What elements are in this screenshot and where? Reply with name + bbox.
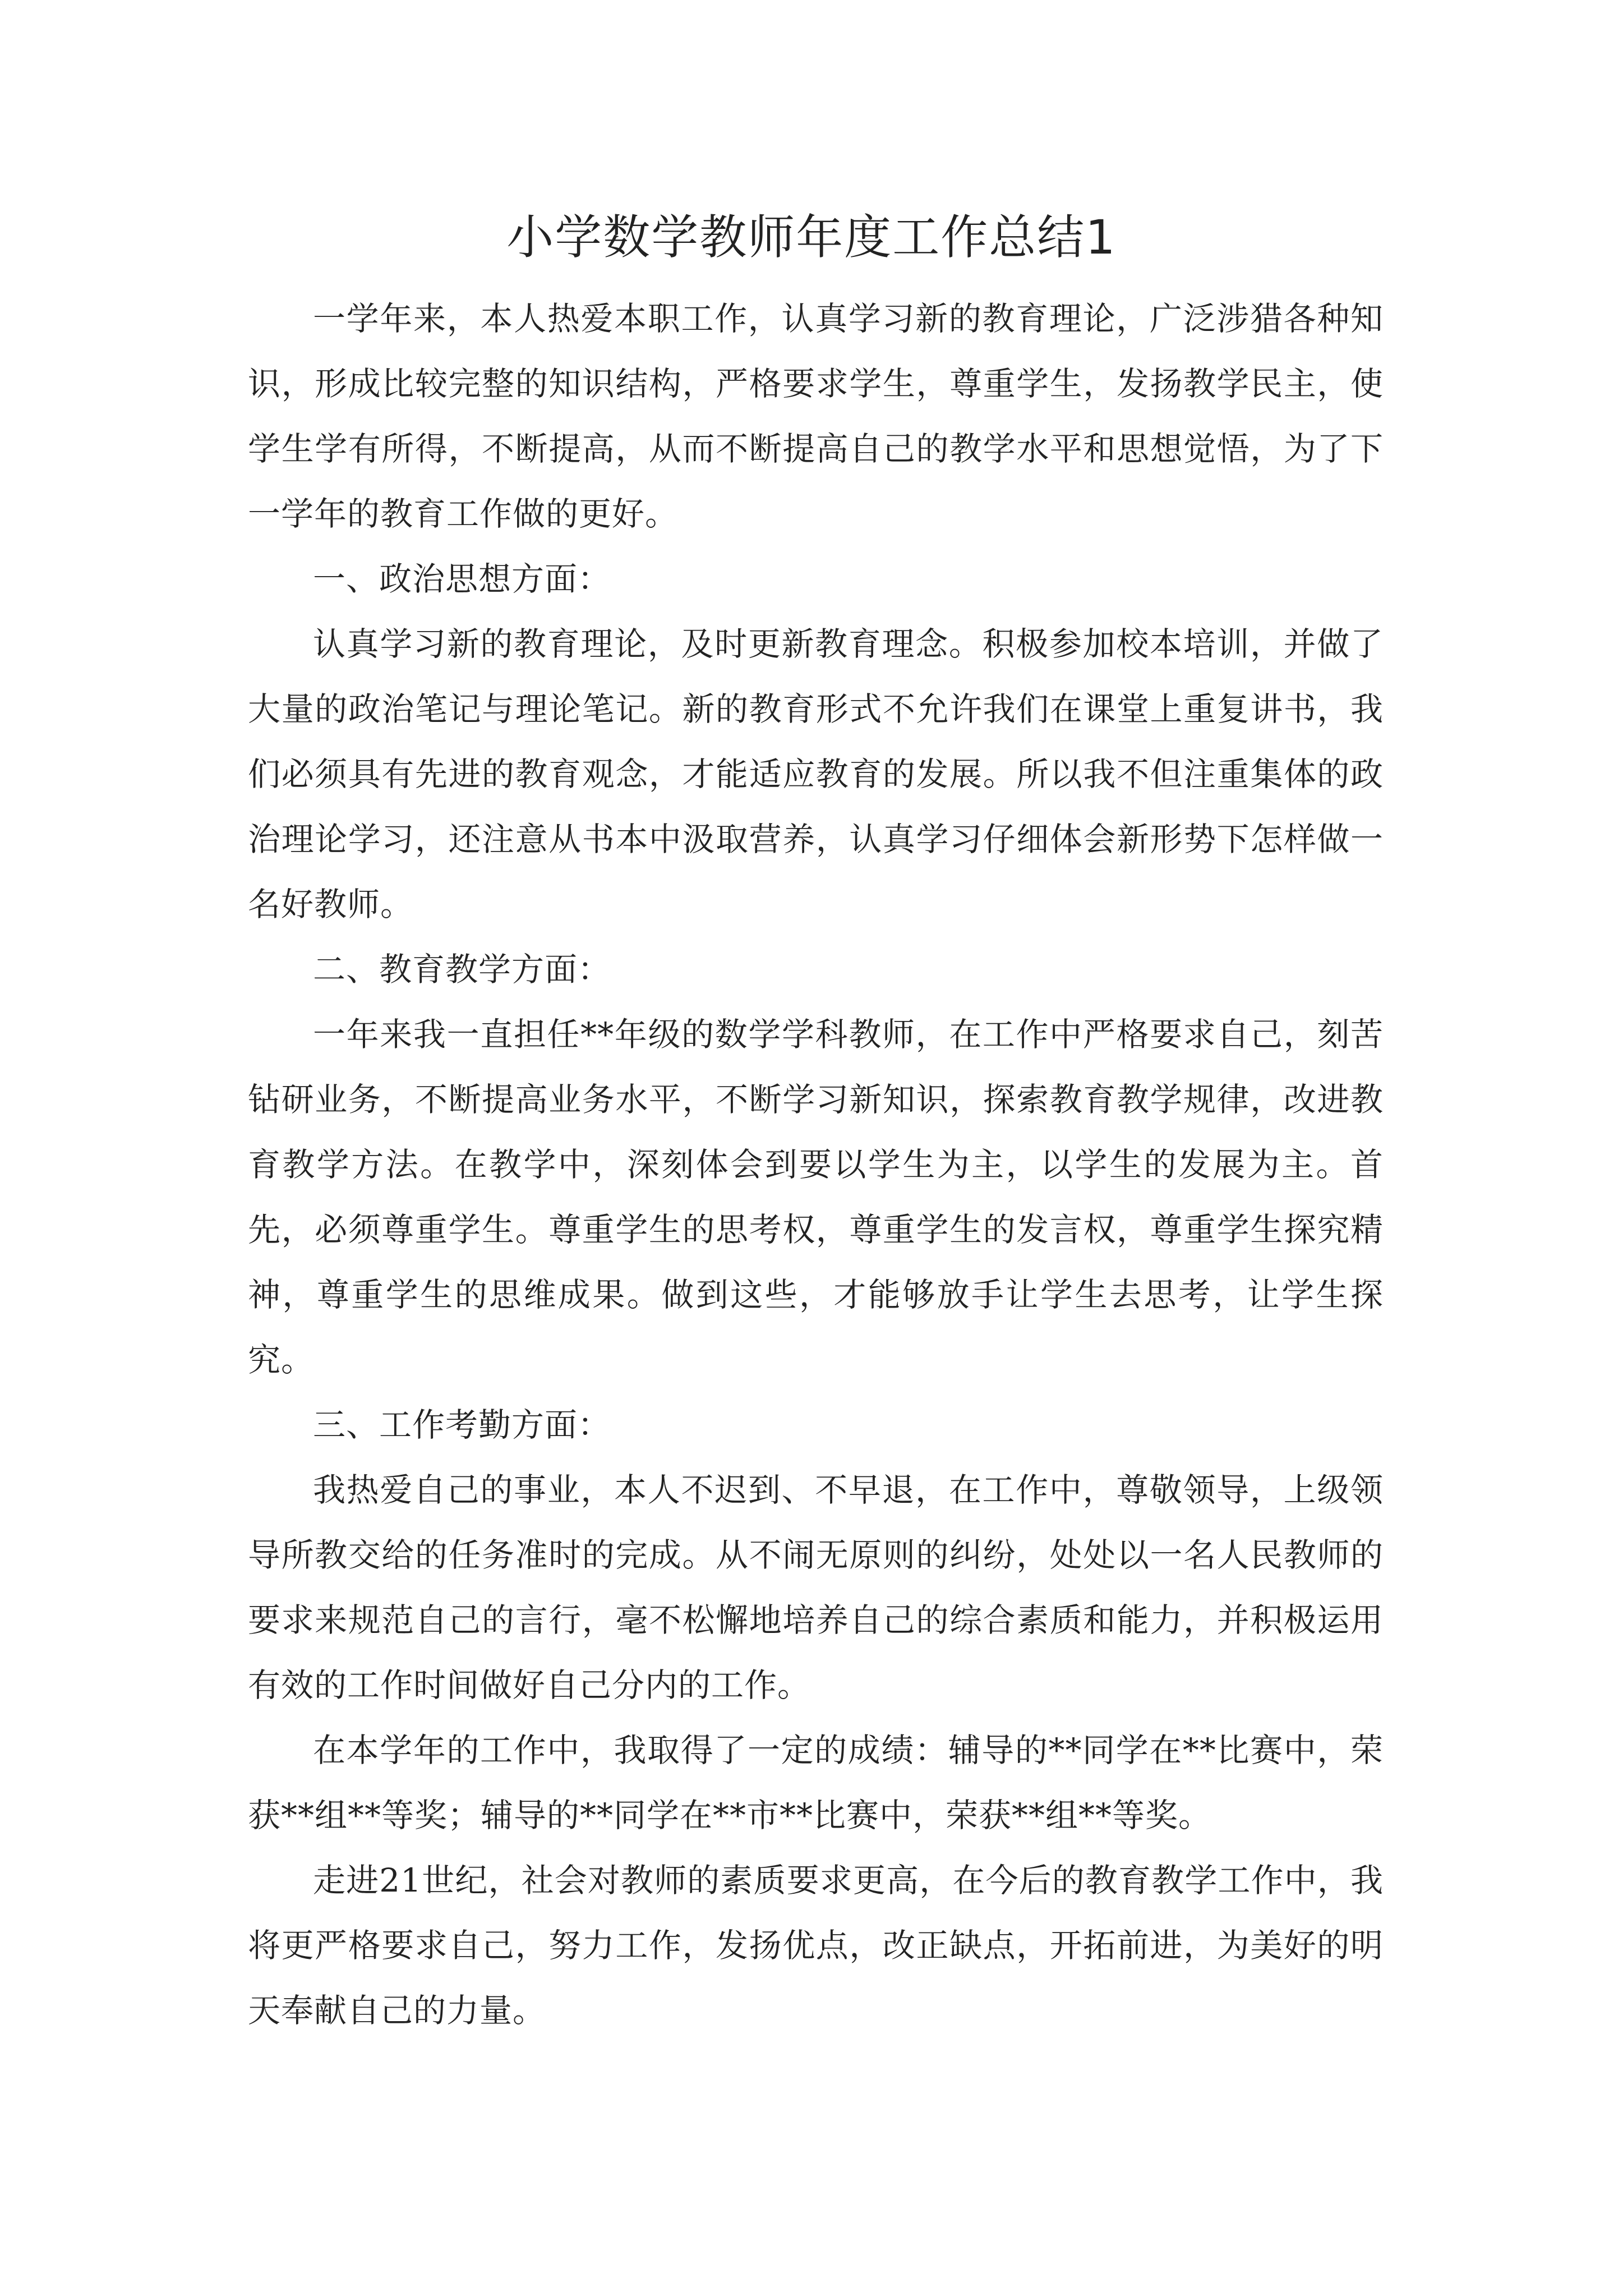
section-heading-politics: 一、政治思想方面： — [313, 560, 611, 598]
document-body — [248, 286, 1384, 2043]
closing-paragraph: 走进21世纪，社会对教师的素质要求更高，在今后的教育教学工作中，我将更严格要求自己，努力工作，发扬优点，改正缺点，开拓前进，为美好的明天奉献自己的力量。 — [248, 1861, 1384, 2030]
intro-paragraph: 一学年来，本人热爱本职工作，认真学习新的教育理论，广泛涉猎各种知识，形成比较完整的知识结构，严格要求学生，尊重学生，发扬教学民主，使学生学有所得，不断提高，从而不断提高自己的教学水平和思想觉悟，为了下一学年的教育工作做的更好。 — [248, 300, 1384, 533]
politics-paragraph: 认真学习新的教育理论，及时更新教育理念。积极参加校本培训，并做了大量的政治笔记与理论笔记。新的教育形式不允许我们在课堂上重复讲书，我们必须具有先进的教育观念，才能适应教育的发展。所以我不但注重集体的政治理论学习，还注意从书本中汲取营养，认真学习仔细体会新形势下怎样做一名好教师。 — [248, 625, 1384, 923]
document-title: 小学数学教师年度工作总结1 — [506, 210, 1117, 265]
attendance-paragraph: 我热爱自己的事业，本人不迟到、不早退，在工作中，尊敬领导，上级领导所教交给的任务准时的完成。从不闹无原则的纠纷，处处以一名人民教师的要求来规范自己的言行，毫不松懈地培养自己的综合素质和能力，并积极运用有效的工作时间做好自己分内的工作。 — [248, 1471, 1384, 1704]
teaching-paragraph: 一年来我一直担任**年级的数学学科教师，在工作中严格要求自己，刻苦钻研业务，不断提高业务水平，不断学习新知识，探索教育教学规律，改进教育教学方法。在教学中，深刻体会到要以学生为主，以学生的发展为主。首先，必须尊重学生。尊重学生的思考权，尊重学生的发言权，尊重学生探究精神，尊重学生的思维成果。做到这些，才能够放手让学生去思考，让学生探究。 — [248, 1015, 1384, 1379]
section-heading-teaching: 二、教育教学方面： — [313, 950, 611, 988]
section-heading-attendance: 三、工作考勤方面： — [313, 1406, 611, 1444]
achievements-paragraph: 在本学年的工作中，我取得了一定的成绩：辅导的**同学在**比赛中，荣获**组**等奖；辅导的**同学在**市**比赛中，荣获**组**等奖。 — [248, 1731, 1384, 1834]
